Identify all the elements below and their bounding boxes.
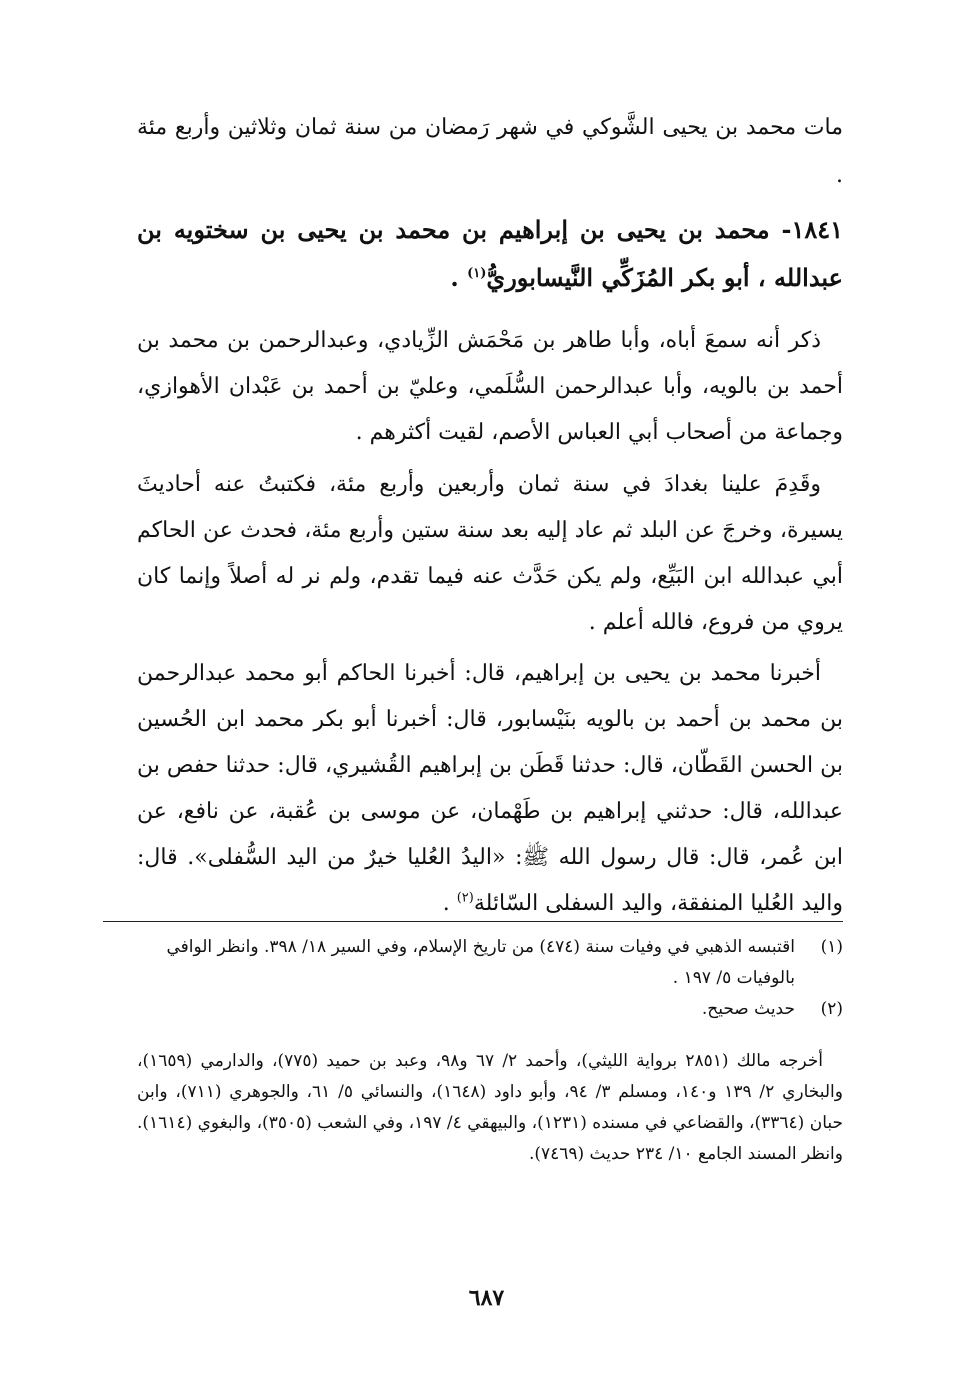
paragraph-text: وقَدِمَ علينا بغدادَ في سنة ثمان وأربعين وأربع مئة، فكتبتُ عنه أحاديثَ يسيرة، وخرجَ عن البلد ثم عاد إليه بعد سنة ستين وأربع مئة، فحدث عن الحاكم أبي عبدالله ابن البَيِّع، ولم يكن حَدَّث عنه فيما تقدم، ولم نر له أصلاً وإنما كان يروي من فروع، فالله أعلم .: [137, 472, 843, 635]
footnote-text: حديث صحيح.: [701, 999, 795, 1019]
footnote-1: [137, 932, 843, 994]
paragraph-text: ذكر أنه سمعَ أباه، وأبا طاهر بن مَحْمَش الزِّيادي، وعبدالرحمن بن محمد بن أحمد بن بالويه، وأبا عبدالرحمن السُّلَمي، وعليّ بن أحمد بن عَبْدان الأهوازي، وجماعة من أصحاب أبي العباس الأصم، لقيت أكثرهم .: [137, 328, 843, 445]
entry-heading: [137, 206, 843, 302]
footnote-ref-2: (٢): [456, 890, 474, 906]
biography-paragraph-1: [137, 318, 843, 456]
footnote-ref-1: (١): [467, 266, 487, 281]
hadith-trailing: .: [442, 891, 457, 916]
hadith-paragraph: [137, 651, 843, 927]
footnote-number: (٢): [820, 999, 843, 1019]
takhrij-footnote: [137, 1046, 843, 1170]
hadith-text: أخبرنا محمد بن يحيى بن إبراهيم، قال: أخبرنا الحاكم أبو محمد عبدالرحمن بن محمد بن أحمد بن بالويه بنَيْسابور، قال: أخبرنا أبو بكر محمد ابن الحُسين بن الحسن القَطّان، قال: حدثنا قَطَن بن إبراهيم القُشيري، قال: حدثنا حفص بن عبدالله، قال: حدثني إبراهيم بن طَهْمان، عن موسى بن عُقبة، عن نافع، عن ابن عُمر، قال: قال رسول الله ﷺ: «اليدُ العُليا خيرٌ من اليد السُّفلى». قال: واليد العُليا المنفقة، واليد السفلى السّائلة: [137, 661, 843, 916]
biography-paragraph-2: [137, 462, 843, 646]
entry-number: ١٨٤١-: [781, 215, 844, 244]
entry-trailing: .: [450, 263, 468, 292]
footnote-2: [137, 994, 843, 1025]
footnote-number: (١): [820, 937, 843, 957]
page-number: ٦٨٧: [468, 1285, 505, 1311]
entry-title: محمد بن يحيى بن إبراهيم بن محمد بن يحيى بن سختويه بن عبدالله ، أبو بكر المُزَكِّي النَّيسابوريُّ: [137, 215, 843, 292]
hadith-body: [137, 651, 843, 927]
footnotes: [137, 932, 843, 1025]
footnote-text: اقتبسه الذهبي في وفيات سنة (٤٧٤) من تاريخ الإسلام، وفي السير ١٨/ ٣٩٨. وانظر الوافي بالوفيات ٥/ ١٩٧ .: [166, 937, 795, 988]
intro-text: مات محمد بن يحيى الشَّوكي في شهر رَمضان من سنة ثمان وثلاثين وأربع مئة .: [137, 115, 844, 188]
takhrij-text: أخرجه مالك (٢٨٥١ برواية الليثي)، وأحمد ٢/ ٦٧ و٩٨، وعبد بن حميد (٧٧٥)، والدارمي (١٦٥٩)، والبخاري ٢/ ١٣٩ و١٤٠، ومسلم ٣/ ٩٤، وأبو داود (١٦٤٨)، والنسائي ٥/ ٦١، والجوهري (٧١١)، وابن حبان (٣٣٦٤)، والقضاعي في مسنده (١٢٣١)، والبيهقي ٤/ ١٩٧، وفي الشعب (٣٥٠٥)، والبغوي (١٦١٤). وانظر المسند الجامع ١٠/ ٢٣٤ حديث (٧٤٦٩).: [137, 1051, 844, 1164]
footnote-divider: [103, 921, 843, 922]
